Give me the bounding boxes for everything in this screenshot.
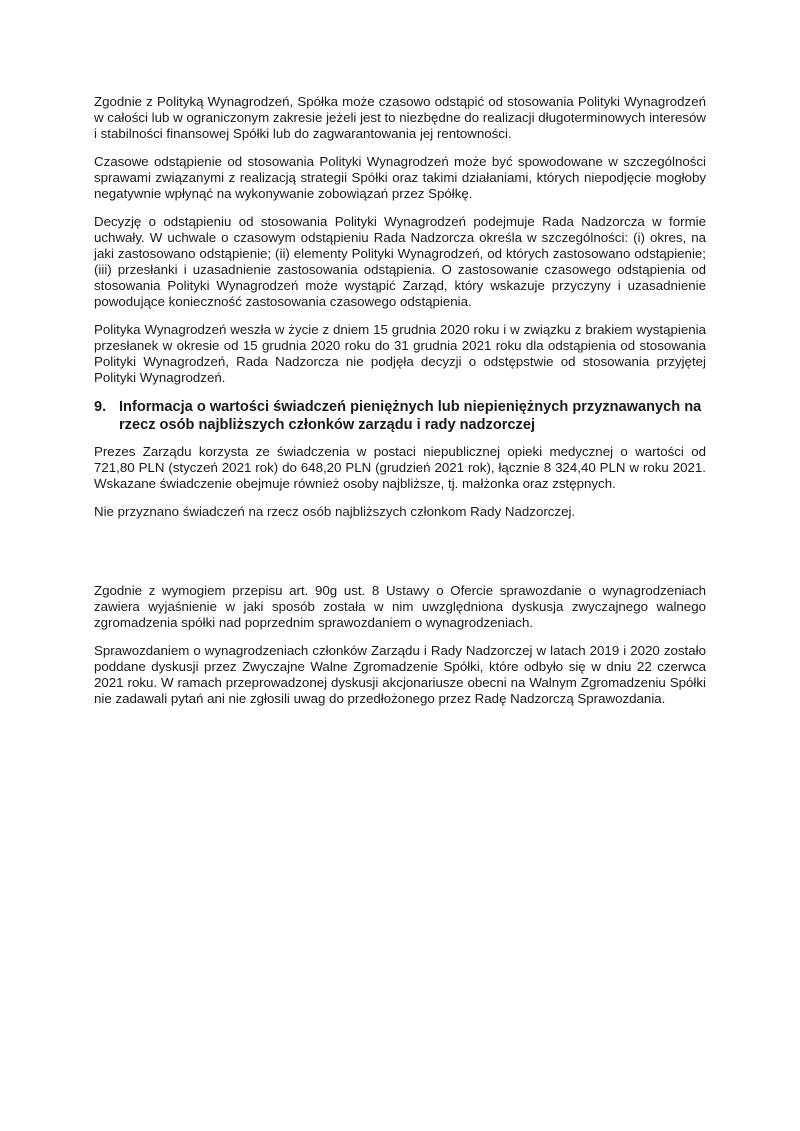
document-page	[94, 94, 706, 719]
section-number: 9.	[94, 399, 107, 415]
section-title: Informacja o wartości świadczeń pieniężnych lub niepieniężnych przyznawanych na rzecz osób najbliższych członków zarządu i rady nadzorczej	[119, 399, 702, 433]
section-heading	[94, 398, 706, 434]
section-spacer	[94, 532, 706, 583]
paragraph-president-benefits: Prezes Zarządu korzysta ze świadczenia w postaci niepublicznej opieki medycznej o wartości od 721,80 PLN (styczeń 2021 rok) do 648,20 PLN (grudzień 2021 rok), łącznie 8 324,40 PLN w roku 2021. Wskazane świadczenie obejmuje również osoby najbliższe, tj. małżonka oraz zstępnych.	[94, 444, 706, 491]
paragraph-temporary-deviation: Czasowe odstąpienie od stosowania Polityki Wynagrodzeń może być spowodowane w szczególności sprawami związanymi z realizacją strategii Spółki oraz takimi działaniami, których niepodjęcie mogłoby negatywnie wpłynąć na wykonywanie zobowiązań przez Spółkę.	[94, 154, 706, 201]
paragraph-general-meeting-discussion: Sprawozdaniem o wynagrodzeniach członków Zarządu i Rady Nadzorczej w latach 2019 i 2020 zostało poddane dyskusji przez Zwyczajne Walne Zgromadzenie Spółki, które odbyło się w dniu 22 czerwca 2021 roku. W ramach przeprowadzonej dyskusji akcjonariusze obecni na Walnym Zgromadzeniu Spółki nie zadawali pytań ani nie zgłosili uwag do przedłożonego przez Radę Nadzorczą Sprawozdania.	[94, 643, 706, 706]
paragraph-policy-effective: Polityka Wynagrodzeń weszła w życie z dniem 15 grudnia 2020 roku i w związku z brakiem wystąpienia przesłanek w okresie od 15 grudnia 2020 roku do 31 grudnia 2021 roku dla odstąpienia od stosowania Polityki Wynagrodzeń, Rada Nadzorcza nie podjęła decyzji o odstępstwie od stosowania przyjętej Polityki Wynagrodzeń.	[94, 322, 706, 385]
paragraph-legal-requirement: Zgodnie z wymogiem przepisu art. 90g ust. 8 Ustawy o Ofercie sprawozdanie o wynagrodzeniach zawiera wyjaśnienie w jaki sposób została w nim uwzględniona dyskusja zwyczajnego walnego zgromadzenia spółki nad poprzednim sprawozdaniem o wynagrodzeniach.	[94, 583, 706, 630]
paragraph-deviation-decision: Decyzję o odstąpieniu od stosowania Polityki Wynagrodzeń podejmuje Rada Nadzorcza w formie uchwały. W uchwale o czasowym odstąpieniu Rada Nadzorcza określa w szczególności: (i) okres, na jaki zastosowano odstąpienie; (ii) elementy Polityki Wynagrodzeń, od których zastosowano odstąpienie; (iii) przesłanki i uzasadnienie zastosowania odstąpienia. O zastosowanie czasowego odstąpienia od stosowania Polityki Wynagrodzeń może wystąpić Zarząd, który wskazuje przyczyny i uzasadnienie powodujące konieczność zastosowania czasowego odstąpienia.	[94, 214, 706, 309]
paragraph-deviation-policy: Zgodnie z Polityką Wynagrodzeń, Spółka może czasowo odstąpić od stosowania Polityki Wynagrodzeń w całości lub w ograniczonym zakresie jeżeli jest to niezbędne do realizacji długoterminowych interesów i stabilności finansowej Spółki lub do zagwarantowania jej rentowności.	[94, 94, 706, 141]
paragraph-board-no-benefits: Nie przyznano świadczeń na rzecz osób najbliższych członkom Rady Nadzorczej.	[94, 504, 576, 519]
